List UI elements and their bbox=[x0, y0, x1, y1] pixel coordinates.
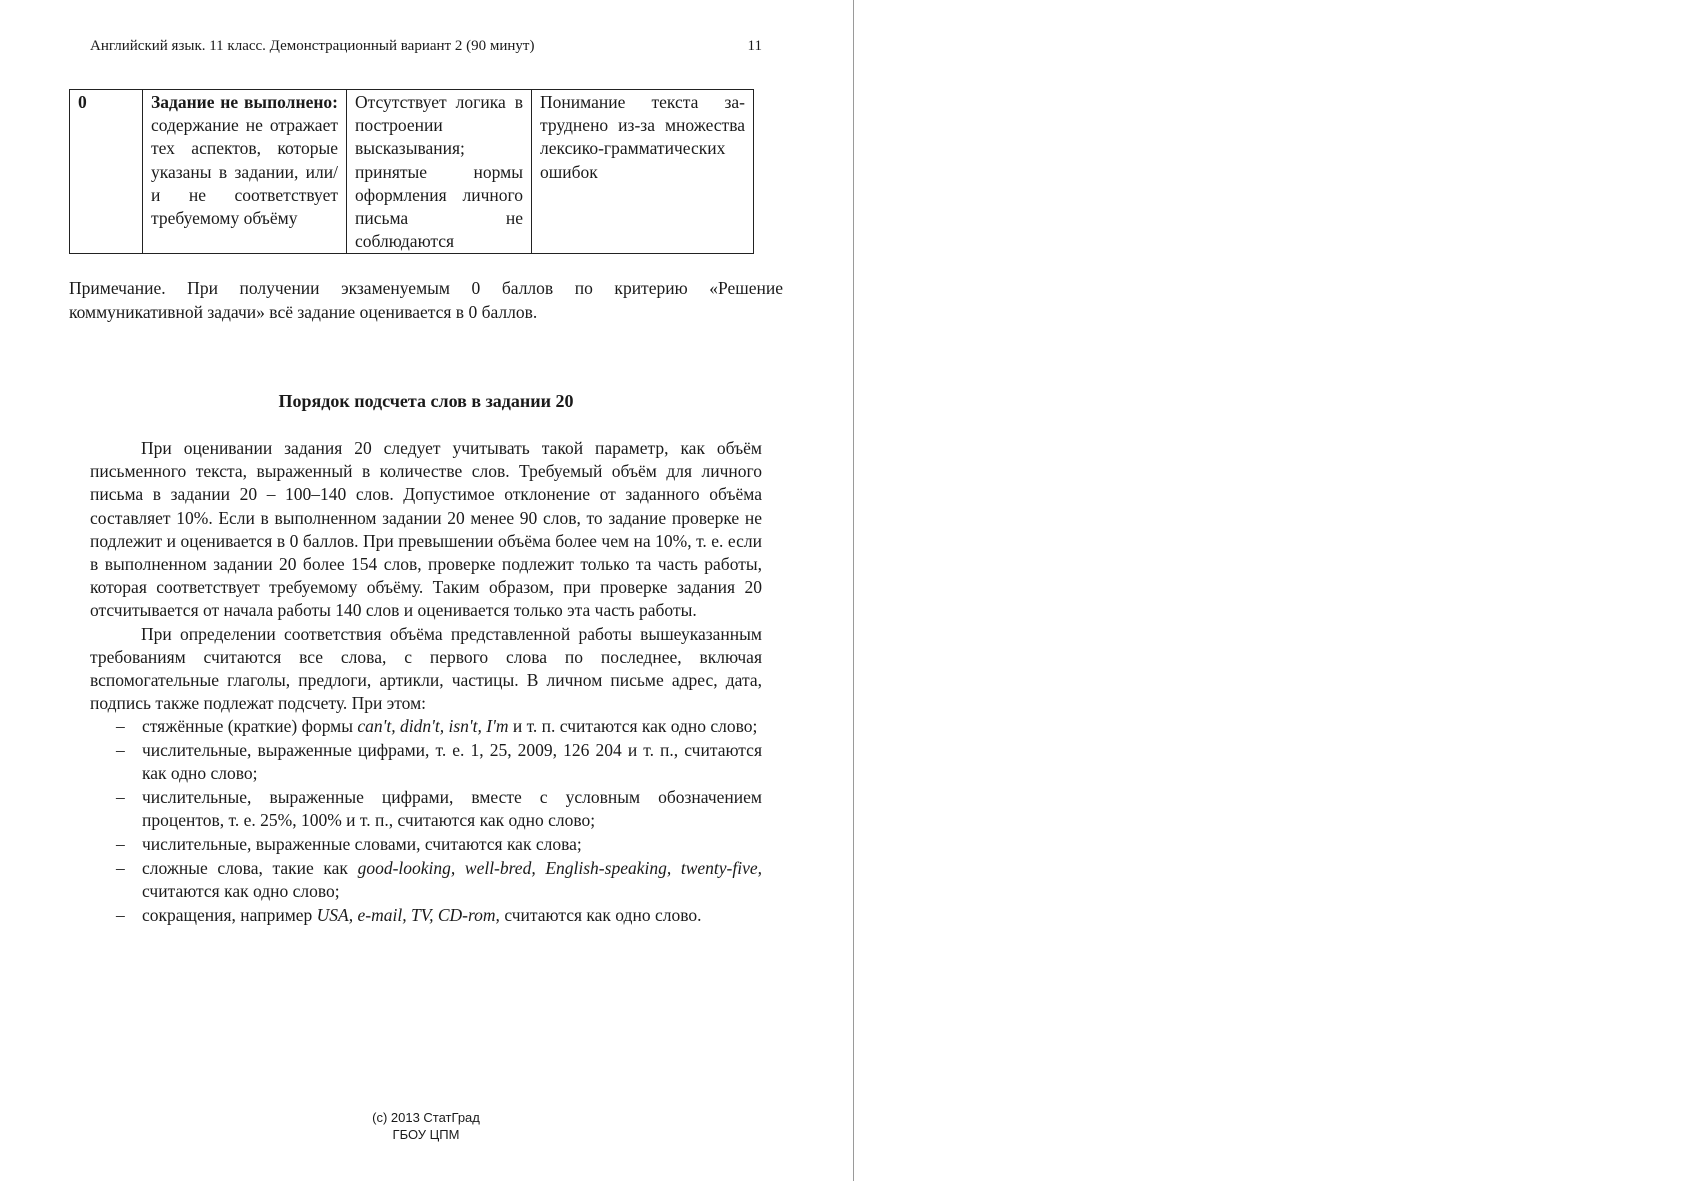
dash-bullet: – bbox=[116, 857, 125, 878]
criteria-table bbox=[69, 89, 754, 254]
list-item bbox=[90, 833, 762, 856]
list-item bbox=[90, 904, 762, 927]
task-not-done-label: Задание не выполнено: bbox=[151, 92, 338, 112]
paragraph-2: При определении соответствия объёма представленной работы вышеуказанным требованиям считаются все слова, с первого слова по последнее, включая вспомогательные глаголы, предлоги, артикли, частицы. В личном письме адрес, дата, подпись также подлежат подсчету. При этом: bbox=[90, 623, 762, 714]
section-body bbox=[90, 437, 762, 927]
table-row bbox=[70, 90, 754, 254]
note-paragraph: Примечание. При получении экзаменуемым 0 баллов по критерию «Решение коммуникативной задачи» всё задание оценивается в 0 баллов. bbox=[69, 278, 783, 322]
dash-bullet: – bbox=[116, 740, 125, 761]
blank-page-area bbox=[854, 0, 1708, 1181]
section-title: Порядок подсчета слов в задании 20 bbox=[278, 391, 574, 411]
task-solution-cell bbox=[143, 90, 347, 254]
counting-rules-list bbox=[90, 715, 762, 926]
rule-text: стяжённые (краткие) формы bbox=[142, 716, 358, 737]
rule-text: числительные, выраженные словами, считаются как слова; bbox=[142, 833, 582, 854]
rule-text: числительные, выраженные цифрами, вместе с условным обозначением процентов, т. е. 25%, 100% и т. п., считаются как одно слово; bbox=[142, 787, 762, 831]
score-cell: 0 bbox=[70, 90, 143, 254]
page-footer bbox=[276, 1109, 576, 1143]
copyright-line: (c) 2013 СтатГрад bbox=[372, 1110, 480, 1125]
page-number: 11 bbox=[747, 38, 762, 54]
list-item bbox=[90, 857, 762, 903]
rule-text: считаются как одно слово. bbox=[499, 904, 702, 925]
list-item bbox=[90, 786, 762, 832]
page-header bbox=[90, 38, 762, 55]
rule-examples: can't, didn't, isn't, I'm bbox=[357, 716, 509, 737]
dash-bullet: – bbox=[116, 787, 125, 808]
document-page bbox=[0, 0, 852, 1181]
rule-text: сокращения, например bbox=[142, 904, 317, 925]
rule-examples: USA, e-mail, TV, CD-rom, bbox=[316, 904, 500, 925]
rule-examples: good-looking, well-bred, English-speaking, twenty-five, bbox=[357, 857, 762, 878]
organization-cell: Отсутствует логика в построении высказывания; принятые нормы оформления личного письма не соблюдаются bbox=[347, 90, 532, 254]
rule-text: считаются как одно слово; bbox=[142, 880, 340, 901]
header-title: Английский язык. 11 класс. Демонстрационный вариант 2 (90 минут) bbox=[90, 38, 535, 54]
organization-line: ГБОУ ЦПМ bbox=[392, 1127, 460, 1142]
list-item bbox=[90, 715, 762, 738]
task-not-done-text: содержание не отражает тех аспектов, которые указаны в задании, или/и не соответствует требуемому объёму bbox=[151, 115, 338, 229]
dash-bullet: – bbox=[116, 716, 125, 737]
rule-text: числительные, выраженные цифрами, т. е. 1, 25, 2009, 126 204 и т. п., считаются как одно слово; bbox=[142, 740, 762, 784]
rule-text: и т. п. считаются как одно слово; bbox=[508, 716, 758, 737]
paragraph-1: При оценивании задания 20 следует учитывать такой параметр, как объём письменного текста, выраженный в количестве слов. Требуемый объём для личного письма в задании 20 – 100–140 слов. Допустимое отклонение от заданного объёма составляет 10%. Если в выполненном задании 20 менее 90 слов, то задание проверке не подлежит и оценивается в 0 баллов. При превышении объёма более чем на 10%, т. е. если в выполненном задании 20 более 154 слов, проверке подлежит только та часть работы, которая соответствует требуемому объёму. Таким образом, при проверке задания 20 отсчитывается от начала работы 140 слов и оценивается только эта часть работы. bbox=[90, 438, 762, 621]
dash-bullet: – bbox=[116, 904, 125, 925]
rule-text: сложные слова, такие как bbox=[142, 857, 358, 878]
list-item bbox=[90, 739, 762, 785]
language-cell: Понимание текста затруднено из-за множества лексико-грамматических ошибок bbox=[532, 90, 754, 254]
dash-bullet: – bbox=[116, 833, 125, 854]
